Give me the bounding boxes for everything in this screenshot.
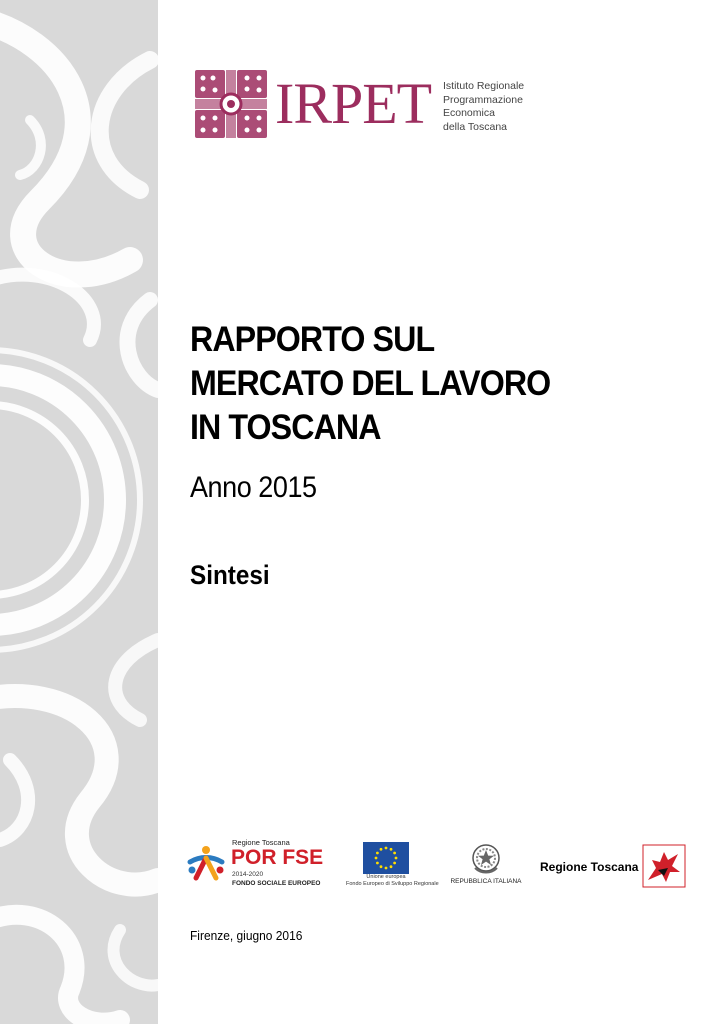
eu-flag-icon <box>363 842 409 874</box>
irpet-subtitle-line: Istituto Regionale <box>443 80 525 92</box>
irpet-subtitle-line: Economica <box>443 107 495 119</box>
eu-caption-line2: Fondo Europeo di Sviluppo Regionale <box>346 881 439 887</box>
por-fse-fund: FONDO SOCIALE EUROPEO <box>232 880 321 887</box>
por-fse-name: POR FSE <box>231 846 324 869</box>
por-fse-logo <box>186 836 336 896</box>
document-year: Anno 2015 <box>190 471 317 504</box>
title-line: RAPPORTO SUL <box>190 320 435 359</box>
por-fse-years: 2014-2020 <box>232 871 264 878</box>
irpet-subtitle <box>443 80 543 134</box>
decorative-sidebar <box>0 0 158 1024</box>
repubblica-caption: REPUBBLICA ITALIANA <box>450 878 522 885</box>
irpet-subtitle-line: della Toscana <box>443 120 508 133</box>
regione-toscana-logo <box>540 844 700 890</box>
irpet-subtitle-line: Programmazione <box>443 93 523 106</box>
repubblica-italiana-logo <box>448 842 524 896</box>
eu-caption-line1: Unione europea <box>366 874 406 880</box>
document-type: Sintesi <box>190 560 270 590</box>
people-figures-icon <box>186 844 226 884</box>
eu-logo <box>346 842 439 896</box>
por-fse-region: Regione Toscana <box>232 838 290 847</box>
ornament-pattern <box>0 0 158 1024</box>
title-line: IN TOSCANA <box>190 408 381 447</box>
irpet-logo <box>193 68 533 142</box>
partner-logos <box>186 836 706 896</box>
place-and-date: Firenze, giugno 2016 <box>190 928 303 943</box>
document-title <box>190 318 668 450</box>
italian-emblem-icon <box>469 842 503 876</box>
irpet-emblem-icon <box>193 68 269 140</box>
irpet-wordmark: IRPET <box>275 71 432 136</box>
pegasus-flag-icon <box>642 844 686 888</box>
regione-toscana-label: Regione Toscana <box>540 860 639 874</box>
title-line: MERCATO DEL LAVORO <box>190 364 551 403</box>
